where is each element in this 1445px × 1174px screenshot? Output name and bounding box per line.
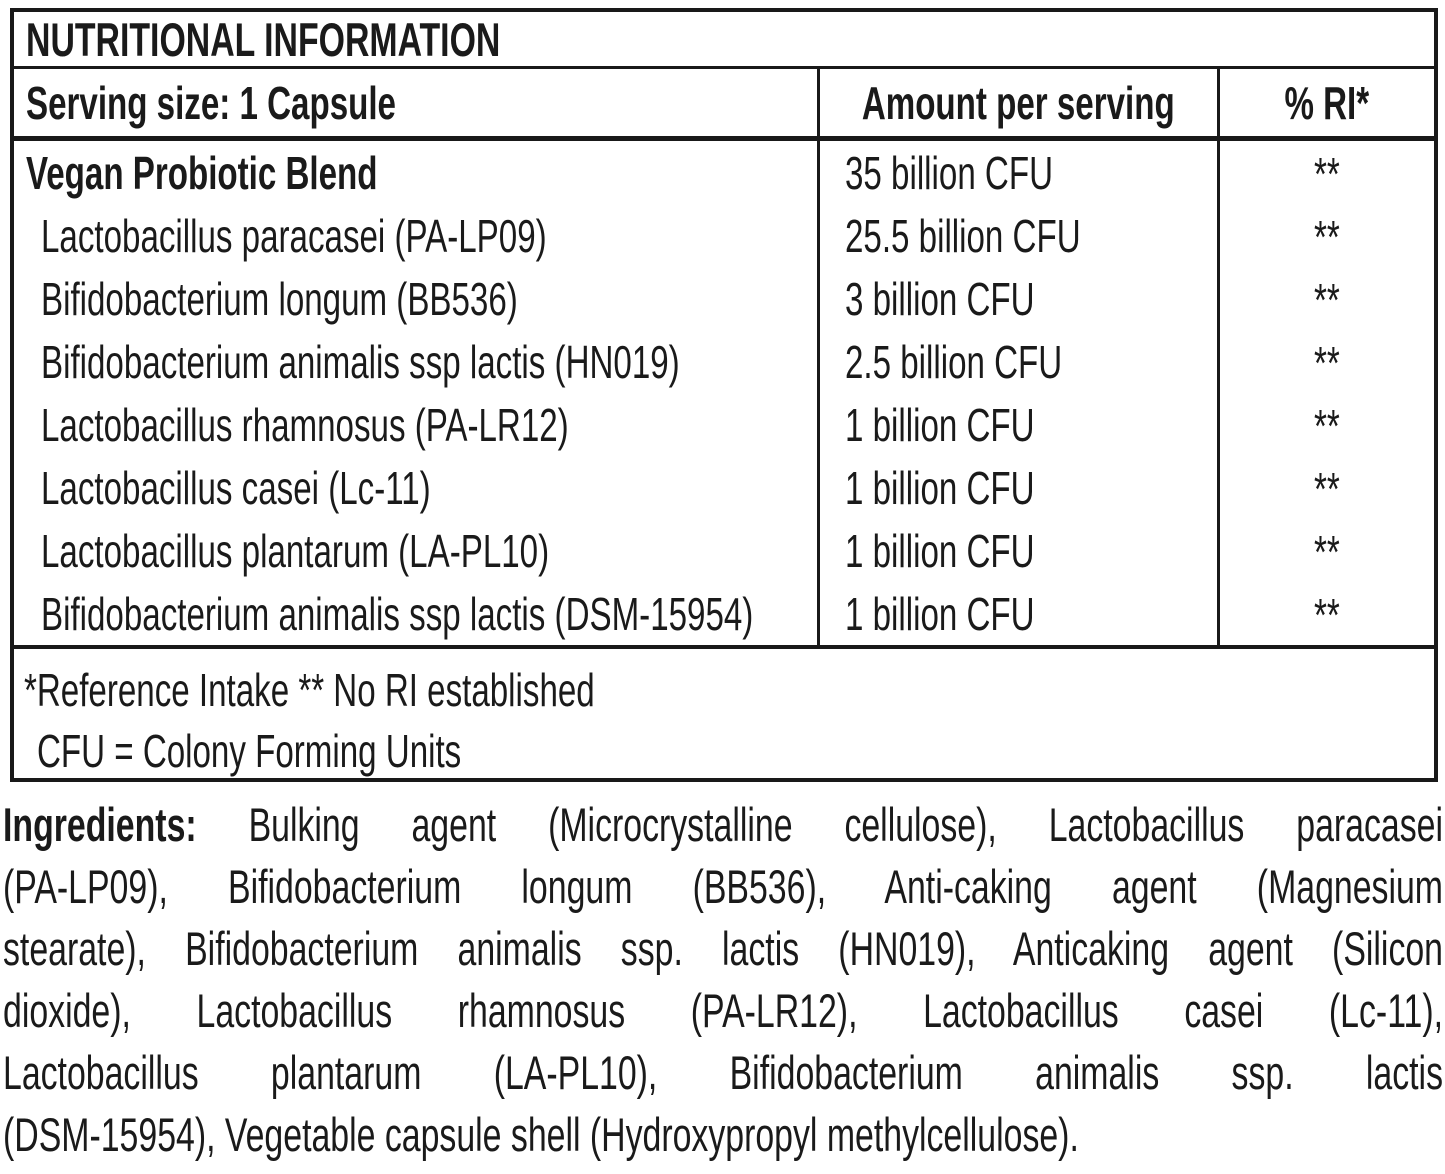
footnote-reference-intake [24,659,1434,720]
ri-cell [1220,582,1434,645]
ingredients-line: dioxide), Lactobacillus rhamnosus (PA-LR12), Lactobacillus casei (Lc-11), [3,984,1443,1037]
ingredient-name-cell [14,456,820,519]
table-row [14,267,1434,330]
ri-value: ** [1314,400,1340,452]
amount-cell [820,330,1220,393]
ri-cell [1220,330,1434,393]
serving-size-text: Serving size: 1 Capsule [26,76,396,129]
amount-value: 1 billion CFU [845,524,1035,577]
ri-value: ** [1314,211,1340,263]
ri-value: ** [1314,589,1340,641]
ri-cell [1220,267,1434,330]
ingredients-line: stearate), Bifidobacterium animalis ssp. lactis (HN019), Anticaking agent (Silicon [3,922,1443,975]
serving-size-header-cell [14,69,820,136]
footnote-text: CFU = Colony Forming Units [37,724,462,777]
amount-cell [820,204,1220,267]
table-row [14,330,1434,393]
ri-cell [1220,204,1434,267]
ingredient-name-cell [14,141,820,204]
panel-title-row [14,12,1434,69]
table-row [14,204,1434,267]
nutrition-facts-panel [10,8,1438,782]
amount-value: 3 billion CFU [845,272,1035,325]
table-body [14,141,1434,649]
ingredient-name: Bifidobacterium longum (BB536) [41,272,518,325]
footnote-text: *Reference Intake ** No RI established [24,663,595,716]
ingredients-line: (DSM-15954), Vegetable capsule shell (Hydroxypropyl methylcellulose). [3,1108,1079,1161]
table-row [14,582,1434,645]
amount-cell [820,519,1220,582]
amount-cell [820,582,1220,645]
amount-header-text: Amount per serving [862,76,1175,129]
ri-value: ** [1314,274,1340,326]
ingredient-name: Vegan Probiotic Blend [26,146,378,199]
ri-header-cell [1220,69,1434,136]
ri-value: ** [1314,463,1340,515]
ingredients-line: (PA-LP09), Bifidobacterium longum (BB536), Anti-caking agent (Magnesium [3,860,1443,913]
ingredients-paragraph [3,794,1443,1166]
table-row [14,393,1434,456]
amount-header-cell [820,69,1220,136]
table-header-row [14,69,1434,141]
ingredient-name-cell [14,204,820,267]
ri-value: ** [1314,526,1340,578]
footnote-cfu-definition [24,720,1434,781]
ri-header-text: % RI* [1284,76,1370,129]
ri-value: ** [1314,337,1340,389]
amount-cell [820,393,1220,456]
ingredient-name-cell [14,330,820,393]
ri-cell [1220,141,1434,204]
ingredients-line: Lactobacillus plantarum (LA-PL10), Bifidobacterium animalis ssp. lactis [3,1046,1443,1099]
ingredient-name: Lactobacillus rhamnosus (PA-LR12) [41,398,569,451]
ri-cell [1220,456,1434,519]
table-row [14,456,1434,519]
ri-cell [1220,519,1434,582]
ingredient-name: Lactobacillus paracasei (PA-LP09) [41,209,547,262]
amount-cell [820,267,1220,330]
ingredients-label: Ingredients: [3,798,197,851]
amount-cell [820,141,1220,204]
ingredient-name: Lactobacillus casei (Lc-11) [41,461,431,514]
ingredient-name-cell [14,582,820,645]
table-row [14,141,1434,204]
ingredient-name: Bifidobacterium animalis ssp lactis (HN019) [41,335,680,388]
amount-value: 25.5 billion CFU [845,209,1081,262]
amount-cell [820,456,1220,519]
ingredient-name: Bifidobacterium animalis ssp lactis (DSM-15954) [41,587,754,640]
ingredients-line-text: Bulking agent (Microcrystalline cellulose), Lactobacillus paracasei [196,798,1444,851]
ingredient-name-cell [14,267,820,330]
ingredients-line [3,794,1443,856]
panel-title: NUTRITIONAL INFORMATION [26,12,501,66]
footnotes [14,649,1434,781]
ingredient-name: Lactobacillus plantarum (LA-PL10) [41,524,550,577]
amount-value: 1 billion CFU [845,461,1035,514]
amount-value: 35 billion CFU [845,146,1054,199]
table-row [14,519,1434,582]
ingredient-name-cell [14,393,820,456]
ri-cell [1220,393,1434,456]
ri-value: ** [1314,148,1340,200]
ingredient-name-cell [14,519,820,582]
amount-value: 2.5 billion CFU [845,335,1063,388]
amount-value: 1 billion CFU [845,587,1035,640]
amount-value: 1 billion CFU [845,398,1035,451]
